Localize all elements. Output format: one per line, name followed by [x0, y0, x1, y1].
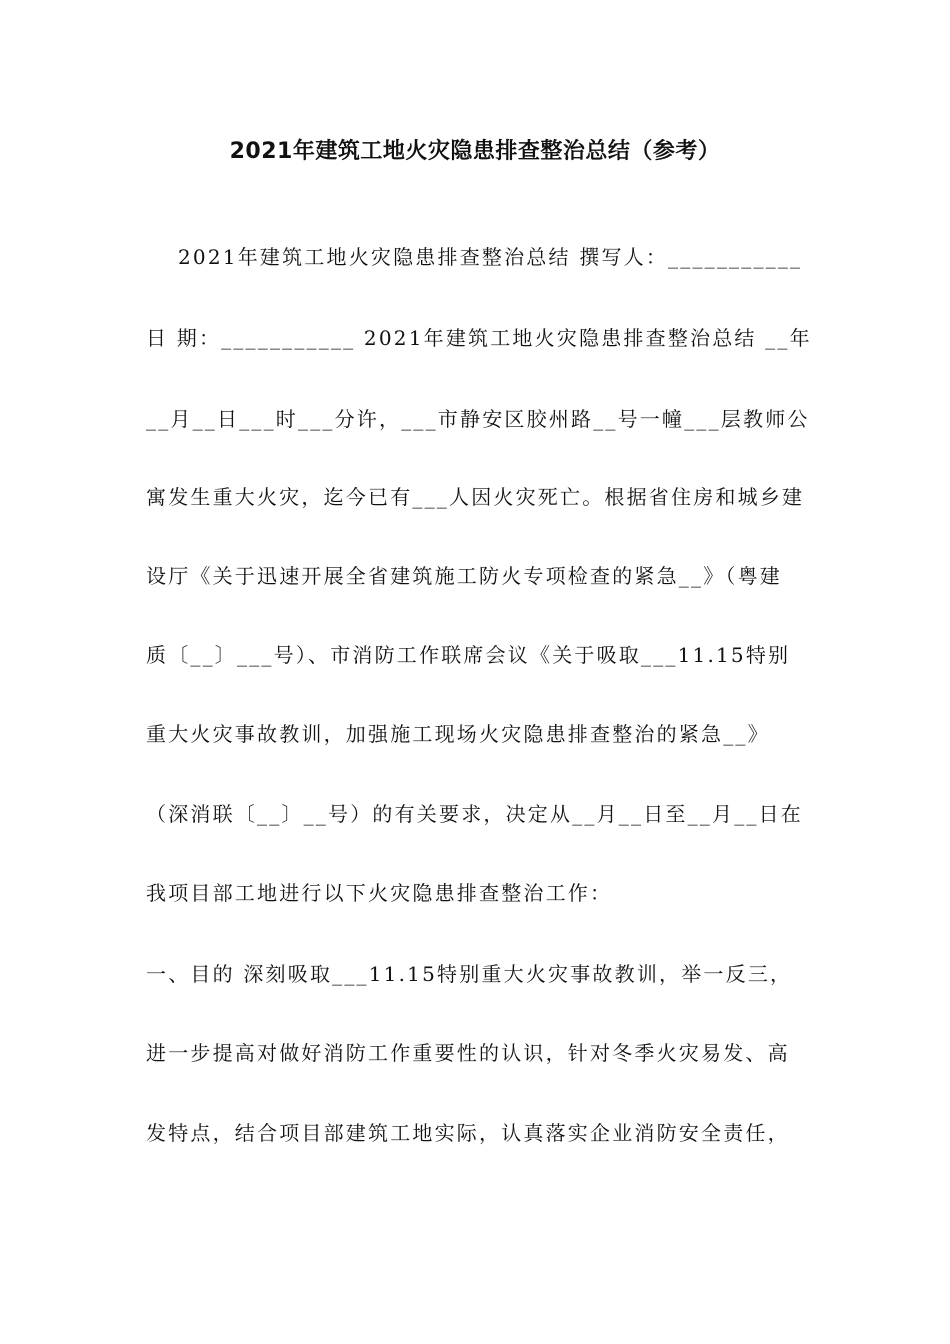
paragraph-line-7: 重大火灾事故教训，加强施工现场火灾隐患排查整治的紧急__》 [146, 722, 770, 746]
paragraph-line-12: 发特点，结合项目部建筑工地实际，认真落实企业消防安全责任， [146, 1121, 790, 1145]
paragraph-line-3: __月__日___时___分许，___市静安区胶州路__号一幢___层教师公 [146, 407, 810, 431]
paragraph-line-2: 日 期：___________ 2021年建筑工地火灾隐患排查整治总结 __年 [146, 326, 812, 350]
paragraph-line-6: 质〔__〕___号）、市消防工作联席会议《关于吸取___11.15特别 [146, 643, 791, 667]
paragraph-line-4: 寓发生重大火灾，迄今已有___人因火灾死亡。根据省住房和城乡建 [146, 485, 805, 509]
paragraph-line-8: （深消联〔__〕__号）的有关要求，决定从__月__日至__月__日在 [146, 802, 803, 826]
paragraph-line-5: 设厅《关于迅速开展全省建筑施工防火专项检查的紧急__》（粤建 [146, 564, 782, 588]
paragraph-line-10: 一、目的 深刻吸取___11.15特别重大火灾事故教训，举一反三， [146, 962, 793, 986]
paragraph-line-9: 我项目部工地进行以下火灾隐患排查整治工作： [146, 881, 613, 905]
document-title: 2021年建筑工地火灾隐患排查整治总结（参考） [229, 139, 721, 164]
paragraph-line-1: 2021年建筑工地火灾隐患排查整治总结 撰写人：___________ [178, 245, 803, 269]
paragraph-line-11: 进一步提高对做好消防工作重要性的认识，针对冬季火灾易发、高 [146, 1041, 790, 1065]
